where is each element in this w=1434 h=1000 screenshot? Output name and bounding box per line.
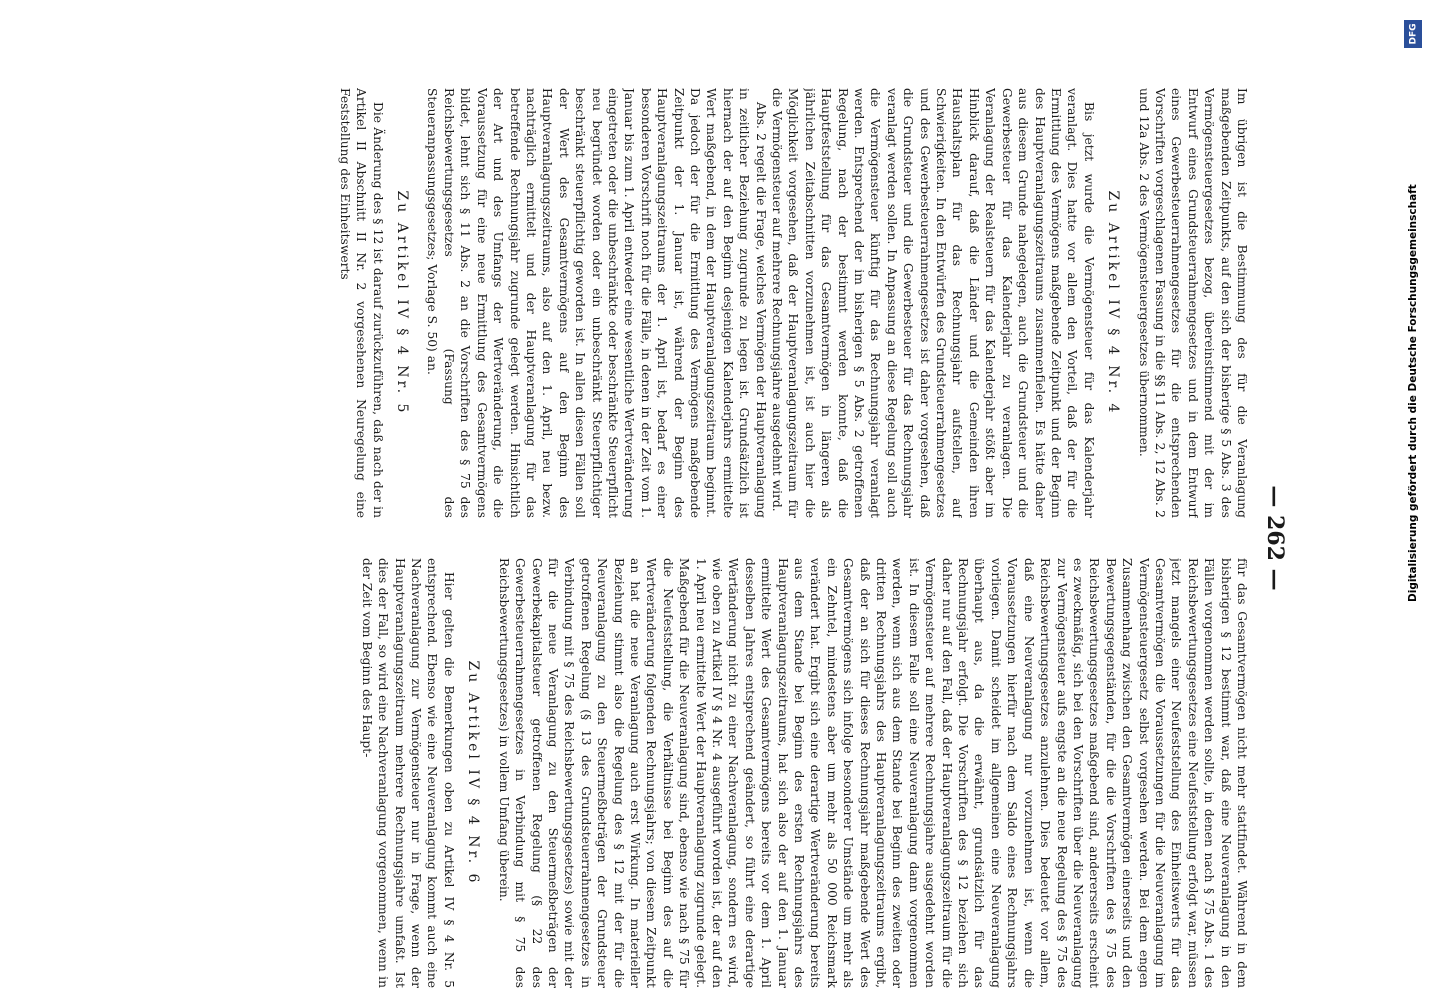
credit-text: Digitalisierung gefördert durch die Deutsche Forschungsgemeinschaft <box>1407 184 1419 602</box>
section-heading: Zu Artikel IV § 4 Nr. 6 <box>465 660 482 886</box>
paragraph: Hier gelten die Bemerkungen oben zu Artikel IV § 4 Nr. 5 entsprechend. Ebenso wie eine Neuveranlagung kommt auch eine Nachveranlagung zur Vermögensteuer nur in Frage, wenn der Hauptveranlagungszeitraum mehrere Rechnungsjahre umfaßt. Ist dies der Fall, so wird eine Nachveranlagung vorgenommen, wenn in der Zeit vom Beginn des Haupt- <box>359 558 456 988</box>
right-column <box>140 558 1250 988</box>
page-number: — 262 — <box>1262 485 1288 591</box>
page-content <box>120 88 1290 988</box>
section-heading: Zu Artikel IV § 4 Nr. 5 <box>394 190 411 416</box>
section-heading: Zu Artikel IV § 4 Nr. 4 <box>1105 190 1122 416</box>
paragraph: für das Gesamtvermögen nicht mehr stattfindet. Während in dem bisherigen § 12 bestimmt war, daß eine Neuveranlagung in den Fällen vorgenommen werden sollte, in denen nach § 75 Abs. 1 des Reichsbewertungsgesetzes eine Neufeststellung erfolgt war, müssen jetzt mangels einer Neufeststellung des Einheitswerts für das Gesamtvermögen die Voraussetzungen für die Neuveranlagung im Vermögensteuergesetz selbst vorgesehen werden. Bei dem engen Zusammenhang zwischen den Gesamtvermögen einerseits und den Bewertungsgegenständen, für die die Vorschriften des § 75 des Reichsbewertungsgesetzes maßgebend sind, andererseits erscheint es zweckmäßig, sich bei den Vorschriften über die Neuveranlagung zur Vermögensteuer aufs engste an die neue Regelung des § 75 des Reichsbewertungsgesetzes anzulehnen. Dies bedeutet vor allem, daß eine Neuveranlagung nur vorzunehmen ist, wenn die Voraussetzungen hierfür nach dem Saldo eines Rechnungsjahrs vorliegen. Damit scheidet im allgemeinen eine Neuveranlagung überhaupt aus, da die erwähnt, grundsätzlich für das Rechnungsjahr erfolgt. Die Vorschriften des § 12 beziehen sich daher nur auf den Fall, daß der Hauptveranlagungszeitraum für die Vermögensteuer auf mehrere Rechnungsjahre ausgedehnt worden ist. In diesem Falle soll eine Neuveranlagung dann vorgenommen werden, wenn sich aus dem Stande bei Beginn des zweiten oder dritten Rechnungsjahrs des Hauptveranlagungszeitraums ergibt, daß der an sich für dieses Rechnungsjahr maßgebende Wert des Gesamtvermögens sich infolge besonderer Umstände um mehr als ein Zehntel, mindestens aber um mehr als 50 000 Reichsmark verändert hat. Ergibt sich eine derartige Wertveränderung bereits aus dem Stande bei Beginn des ersten Rechnungsjahrs des Hauptveranlagungszeitraums, hat sich also der auf den 1. Januar ermittelte Wert des Gesamtvermögens bereits vor dem 1. April desselben Jahres entsprechend geändert, so führt eine derartige Wertänderung nicht zu einer Nachveranlagung, sondern es wird, wie oben zu Artikel IV § 4 Nr. 4 ausgeführt worden ist, der auf den 1. April neu ermittelte Wert der Hauptveranlagung zugrunde gelegt. Maßgebend für die Neuveranlagung sind, ebenso wie nach § 75 für die Neufeststellung, die Verhältnisse bei Beginn des auf die Wertveränderung folgenden Rechnungsjahrs; von diesem Zeitpunkt an hat die neue Veranlagung auch erst Wirkung. In materieller Beziehung stimmt also die Regelung des § 12 mit der für die Neuveranlagung zu den Steuermeßbeträgen der Grundsteuer getroffenen Regelung (§ 13 des Grundsteuerrahmengesetzes in Verbindung mit § 75 des Reichsbewertungsgesetzes) sowie mit der für die neue Veranlagung zu den Steuermeßbeträgen der Gewerbekapitalsteuer getroffenen Regelung (§ 22 des Gewerbesteuerrahmengesetzes in Verbindung mit § 75 des Reichsbewertungsgesetzes) in vollem Umfang überein. <box>496 558 1249 988</box>
paragraph: Die Änderung des § 12 ist darauf zurückzuführen, daß nach der in Artikel II Abschnitt II Nr. 2 vorgesehenen Neuregelung eine Feststellung des Einheitswerts <box>337 88 385 518</box>
paragraph: Im übrigen ist die Bestimmung des für die Veranlagung maßgebenden Zeitpunkts, auf den sich der bisherige § 5 Abs. 3 des Vermögensteuergesetzes bezog, übereinstimmend mit der im Entwurf eines Grundsteuerrahmengesetzes und in dem Entwurf eines Gewerbesteuerrahmengesetzes für die entsprechenden Vorschriften vorgeschlagenen Fassung in die §§ 11 Abs. 2, 12 Abs. 2 und 12a Abs. 2 des Vermögensteuergesetzes übernommen. <box>1136 88 1249 518</box>
digitization-credit <box>1398 12 1428 652</box>
paragraph: Bis jetzt wurde die Vermögensteuer für das Kalenderjahr veranlagt. Dies hatte vor allem den Vorteil, daß der für die Ermittlung des Vermögens maßgebende Zeitpunkt und der Beginn des Hauptveranlagungszeitraums zusammenfielen. Es hätte daher aus diesem Grunde nahegelegen, auch die Grundsteuer und die Gewerbesteuer für das Kalenderjahr zu veranlagen. Die Veranlagung der Realsteuern für das Kalenderjahr stößt aber im Hinblick darauf, daß die Länder und die Gemeinden ihren Haushaltsplan für das Rechnungsjahr aufstellen, auf Schwierigkeiten. In den Entwürfen des Grundsteuerrahmengesetzes und des Gewerbesteuerrahmengesetzes ist daher vorgesehen, daß die Grundsteuer und die Gewerbesteuer für das Rechnungsjahr veranlagt werden sollen. In Anpassung an diese Regelung soll auch die Vermögensteuer künftig für das Rechnungsjahr veranlagt werden. Entsprechend der im bisherigen § 5 Abs. 2 getroffenen Regelung, nach der bestimmt werden konnte, daß die Hauptfeststellung für das Gesamtvermögen in längeren als jährlichen Zeitabschnitten vorzunehmen ist, ist auch hier die Möglichkeit vorgesehen, daß der Hauptveranlagungszeitraum für die Vermögensteuer auf mehrere Rechnungsjahre ausgedehnt wird. <box>770 88 1096 518</box>
rotated-page <box>120 88 1290 988</box>
dfg-logo: DFG <box>1404 20 1422 48</box>
left-column <box>140 88 1250 518</box>
paragraph: Abs. 2 regelt die Frage, welches Vermögen der Hauptveranlagung in zeitlicher Beziehung zugrunde zu legen ist. Grundsätzlich ist hiernach der auf den Beginn desjenigen Kalenderjahrs ermittelte Wert maßgebend, in dem der Hauptveranlagungszeitraum beginnt. Da jedoch der für die Ermittlung des Vermögens maßgebende Zeitpunkt der 1. Januar ist, während der Beginn des Hauptveranlagungszeitraums der 1. April ist, bedarf es einer besonderen Vorschrift noch für die Fälle, in denen in der Zeit vom 1. Januar bis zum 1. April entweder eine wesentliche Wertveränderung eingetreten oder die unbeschränkte oder beschränkte Steuerpflicht neu begründet worden oder ein unbeschränkt Steuerpflichtiger beschränkt steuerpflichtig geworden ist. In allen diesen Fällen soll der Wert des Gesamtvermögens auf den Beginn des Hauptveranlagungszeitraums, also auf den 1. April, neu bezw. nachträglich ermittelt und der Hauptveranlagung für das betreffende Rechnungsjahr zugrunde gelegt werden. Hinsichtlich der Art und des Umfangs der Wertveränderung, die die Voraussetzung für eine neue Ermittlung des Gesamtvermögens bildet, lehnt sich § 11 Abs. 2 an die Vorschriften des § 75 des Reichsbewertungsgesetzes (Fassung des Steueranpassungsgesetzes; Vorlage S. 50) an. <box>425 88 768 518</box>
